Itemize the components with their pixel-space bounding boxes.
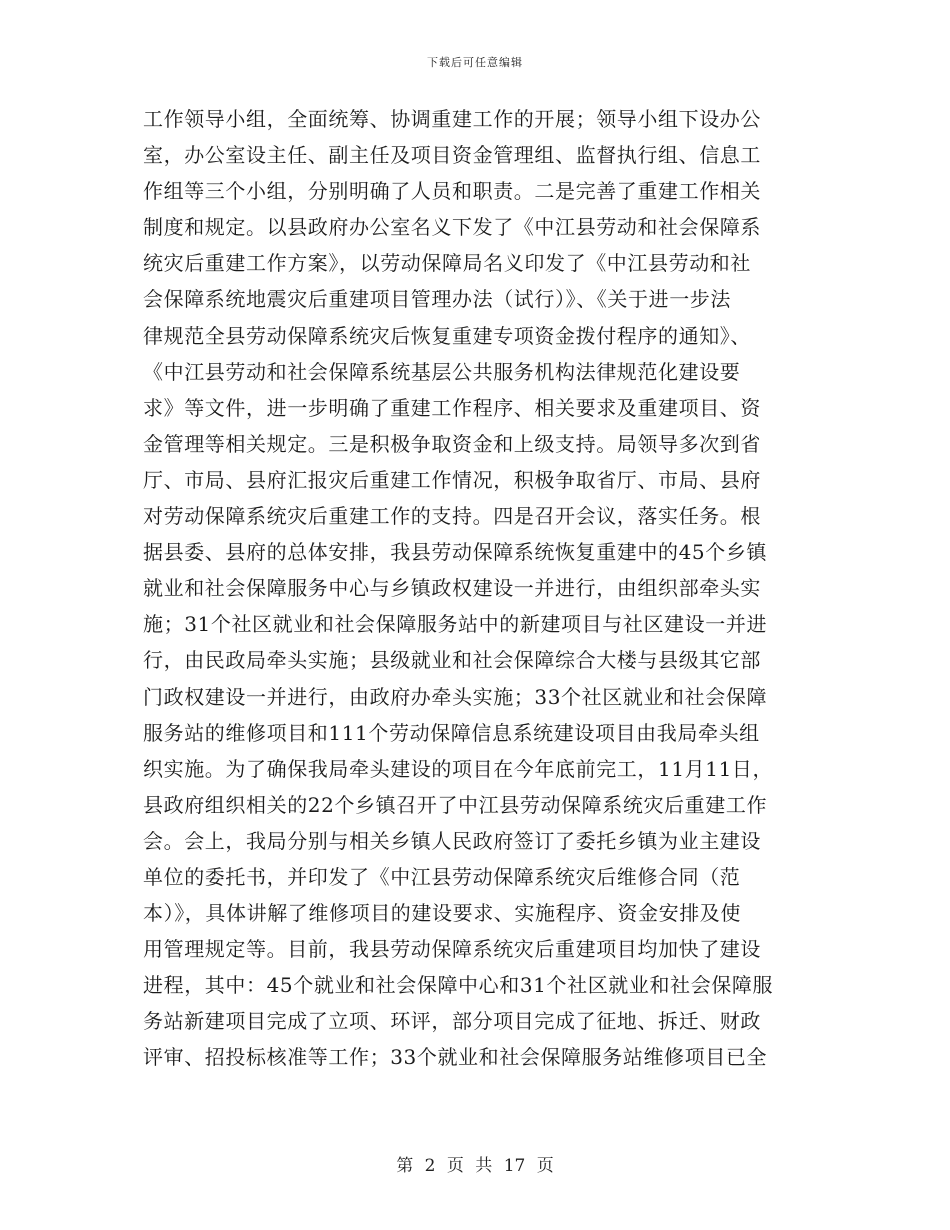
body-line: 评审、招投标核准等工作；33个就业和社会保障服务站维修项目已全 [143, 1045, 768, 1070]
body-line: 门政权建设一并进行，由政府办牵头实施；33个社区就业和社会保障 [143, 684, 768, 709]
body-line: 会保障系统地震灾后重建项目管理办法（试行）》、《关于进一步法 [143, 287, 731, 312]
body-line: 制度和规定。以县政府办公室名义下发了《中江县劳动和社会保障系 [143, 215, 761, 240]
body-line: 金管理等相关规定。三是积极争取资金和上级支持。局领导多次到省 [143, 431, 761, 456]
body-line: 织实施。为了确保我局牵头建设的项目在今年底前完工，11月11日， [143, 756, 774, 781]
body-line: 统灾后重建工作方案》，以劳动保障局名义印发了《中江县劳动和社 [143, 251, 751, 276]
body-line: 《中江县劳动和社会保障系统基层公共服务机构法律规范化建设要 [143, 359, 741, 384]
body-line: 施；31个社区就业和社会保障服务站中的新建项目与社区建设一并进 [143, 612, 768, 637]
body-line: 求》等文件，进一步明确了重建工作程序、相关要求及重建项目、资 [143, 395, 761, 420]
body-line: 对劳动保障系统灾后重建工作的支持。四是召开会议，落实任务。根 [143, 504, 761, 529]
body-line: 本）》，具体讲解了维修项目的建设要求、实施程序、资金安排及使 [143, 901, 741, 926]
body-line: 就业和社会保障服务中心与乡镇政权建设一并进行，由组织部牵头实 [143, 576, 761, 601]
body-line: 厅、市局、县府汇报灾后重建工作情况，积极争取省厅、市局、县府 [143, 467, 761, 492]
body-line: 单位的委托书，并印发了《中江县劳动保障系统灾后维修合同（范 [143, 864, 741, 889]
body-line: 作组等三个小组，分别明确了人员和职责。二是完善了重建工作相关 [143, 179, 761, 204]
body-line: 律规范全县劳动保障系统灾后恢复重建专项资金拨付程序的通知》、 [143, 323, 751, 348]
body-line: 会。会上，我局分别与相关乡镇人民政府签订了委托乡镇为业主建设 [143, 828, 761, 853]
body-line: 室，办公室设主任、副主任及项目资金管理组、监督执行组、信息工 [143, 143, 761, 168]
page-number-footer: 第 2 页 共 17 页 [396, 1156, 554, 1176]
document-body [143, 101, 813, 1076]
body-line: 用管理规定等。目前，我县劳动保障系统灾后重建项目均加快了建设 [143, 937, 761, 962]
body-line: 据县委、县府的总体安排，我县劳动保障系统恢复重建中的45个乡镇 [143, 540, 768, 565]
body-line: 进程，其中：45个就业和社会保障中心和31个社区就业和社会保障服 [143, 973, 774, 998]
body-line: 服务站的维修项目和111个劳动保障信息系统建设项目由我局牵头组 [143, 720, 760, 745]
body-line: 行，由民政局牵头实施；县级就业和社会保障综合大楼与县级其它部 [143, 648, 761, 673]
page-header: 下载后可任意编辑 [427, 56, 523, 69]
body-line: 务站新建项目完成了立项、环评，部分项目完成了征地、拆迁、财政 [143, 1009, 761, 1034]
body-line: 县政府组织相关的22个乡镇召开了中江县劳动保障系统灾后重建工作 [143, 792, 768, 817]
body-line: 工作领导小组，全面统筹、协调重建工作的开展；领导小组下设办公 [143, 107, 761, 131]
